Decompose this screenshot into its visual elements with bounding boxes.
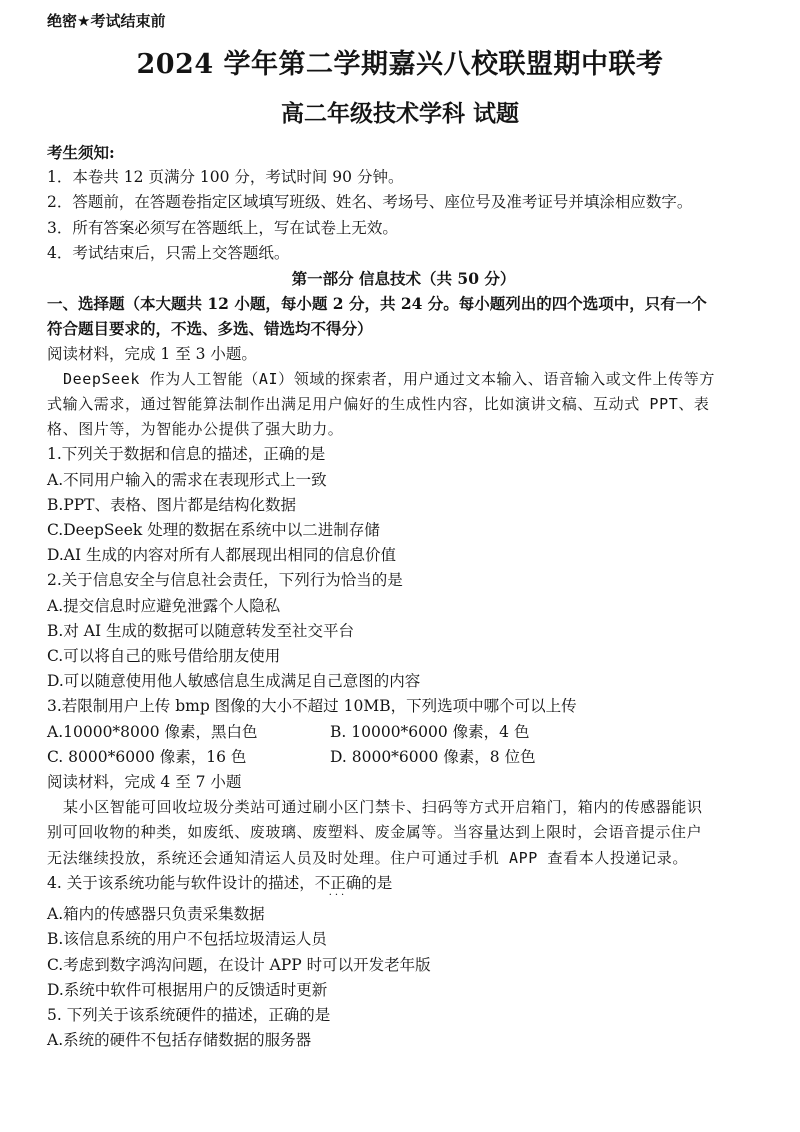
answer-option: C.考虑到数字鸿沟问题，在设计 APP 时可以开发老年版 <box>47 955 431 974</box>
answer-option: D.可以随意使用他人敏感信息生成满足自己意图的内容 <box>47 672 421 691</box>
reading-material-line: DeepSeek 作为人工智能（AI）领域的探索者，用户通过文本输入、语音输入或文件上传等方 <box>63 369 715 388</box>
answer-option: B.PPT、表格、图片都是结构化数据 <box>47 495 297 514</box>
question-stem: 5. 下列关于该系统硬件的描述，正确的是 <box>47 1005 331 1024</box>
answer-option: A.提交信息时应避免泄露个人隐私 <box>47 596 281 615</box>
notice-item: 2．答题前，在答题卷指定区域填写班级、姓名、考场号、座位号及准考证号并填涂相应数字。 <box>47 193 693 212</box>
answer-option: C. 8000*6000 像素，16 色 <box>47 747 247 766</box>
answer-option: D.系统中软件可根据用户的反馈适时更新 <box>47 980 328 999</box>
emphasis-word: 不正确 <box>314 873 362 892</box>
question-stem: 1.下列关于数据和信息的描述，正确的是 <box>47 445 326 464</box>
question-stem <box>47 871 760 901</box>
reading-material-line: 无法继续投放，系统还会通知清运人员及时处理。住户可通过手机 APP 查看本人投递记录。 <box>47 848 688 867</box>
answer-option-row <box>47 745 760 770</box>
exam-title: 2024 学年第二学期嘉兴八校联盟期中联考 <box>136 49 664 80</box>
notice-heading: 考生须知: <box>47 143 115 162</box>
reading-material-line: 别可回收物的种类，如废纸、废玻璃、废塑料、废金属等。当容量达到上限时，会语音提示住户 <box>47 823 703 842</box>
answer-option: D.AI 生成的内容对所有人都展现出相同的信息价值 <box>47 546 397 565</box>
question-stem-text: 4. 关于该系统功能与软件设计的描述， <box>47 873 315 892</box>
reading-intro: 阅读材料，完成 4 至 7 小题 <box>47 773 242 792</box>
emphasis-text <box>314 873 362 901</box>
reading-material-line: 某小区智能可回收垃圾分类站可通过刷小区门禁卡、扫码等方式开启箱门，箱内的传感器能识 <box>63 798 703 817</box>
answer-option: A.不同用户输入的需求在表现形式上一致 <box>47 470 327 489</box>
emphasis-dots: ··· <box>328 889 348 901</box>
question-stem: 3.若限制用户上传 bmp 图像的大小不超过 10MB，下列选项中哪个可以上传 <box>47 697 577 716</box>
answer-option: D. 8000*6000 像素，8 位色 <box>330 747 536 766</box>
confidential-label: 绝密★考试结束前 <box>47 12 166 30</box>
reading-intro: 阅读材料，完成 1 至 3 小题。 <box>47 344 257 363</box>
answer-option: C.可以将自己的账号借给朋友使用 <box>47 647 281 666</box>
answer-option: B.对 AI 生成的数据可以随意转发至社交平台 <box>47 621 354 640</box>
notice-item: 4．考试结束后，只需上交答题纸。 <box>47 243 290 262</box>
exam-body <box>47 140 760 1053</box>
notice-item: 1．本卷共 12 页满分 100 分，考试时间 90 分钟。 <box>47 168 404 187</box>
question-stem-text: 的是 <box>361 873 393 892</box>
reading-material-line: 式输入需求，通过智能算法制作出满足用户偏好的生成性内容，比如演讲文稿、互动式 PPT、表 <box>47 395 710 414</box>
answer-option: B.该信息系统的用户不包括垃圾清运人员 <box>47 930 327 949</box>
answer-option-row <box>47 720 760 745</box>
answer-option: A.系统的硬件不包括存储数据的服务器 <box>47 1031 312 1050</box>
section-heading: 符合题目要求的，不选、多选、错选均不得分） <box>47 319 373 339</box>
question-stem: 2.关于信息安全与信息社会责任，下列行为恰当的是 <box>47 571 403 590</box>
answer-option: A.箱内的传感器只负责采集数据 <box>47 905 265 924</box>
answer-option: C.DeepSeek 处理的数据在系统中以二进制存储 <box>47 521 380 540</box>
reading-material-line: 格、图片等，为智能办公提供了强大助力。 <box>47 420 344 439</box>
part-title: 第一部分 信息技术（共 50 分） <box>291 269 516 289</box>
exam-subtitle: 高二年级技术学科 试题 <box>280 100 519 127</box>
notice-item: 3．所有答案必须写在答题纸上，写在试卷上无效。 <box>47 218 398 237</box>
answer-option: A.10000*8000 像素，黑白色 <box>47 722 258 741</box>
section-heading: 一、选择题（本大题共 12 小题，每小题 2 分，共 24 分。每小题列出的四个选项中，只有一个 <box>47 294 707 314</box>
answer-option: B. 10000*6000 像素，4 色 <box>330 722 530 741</box>
